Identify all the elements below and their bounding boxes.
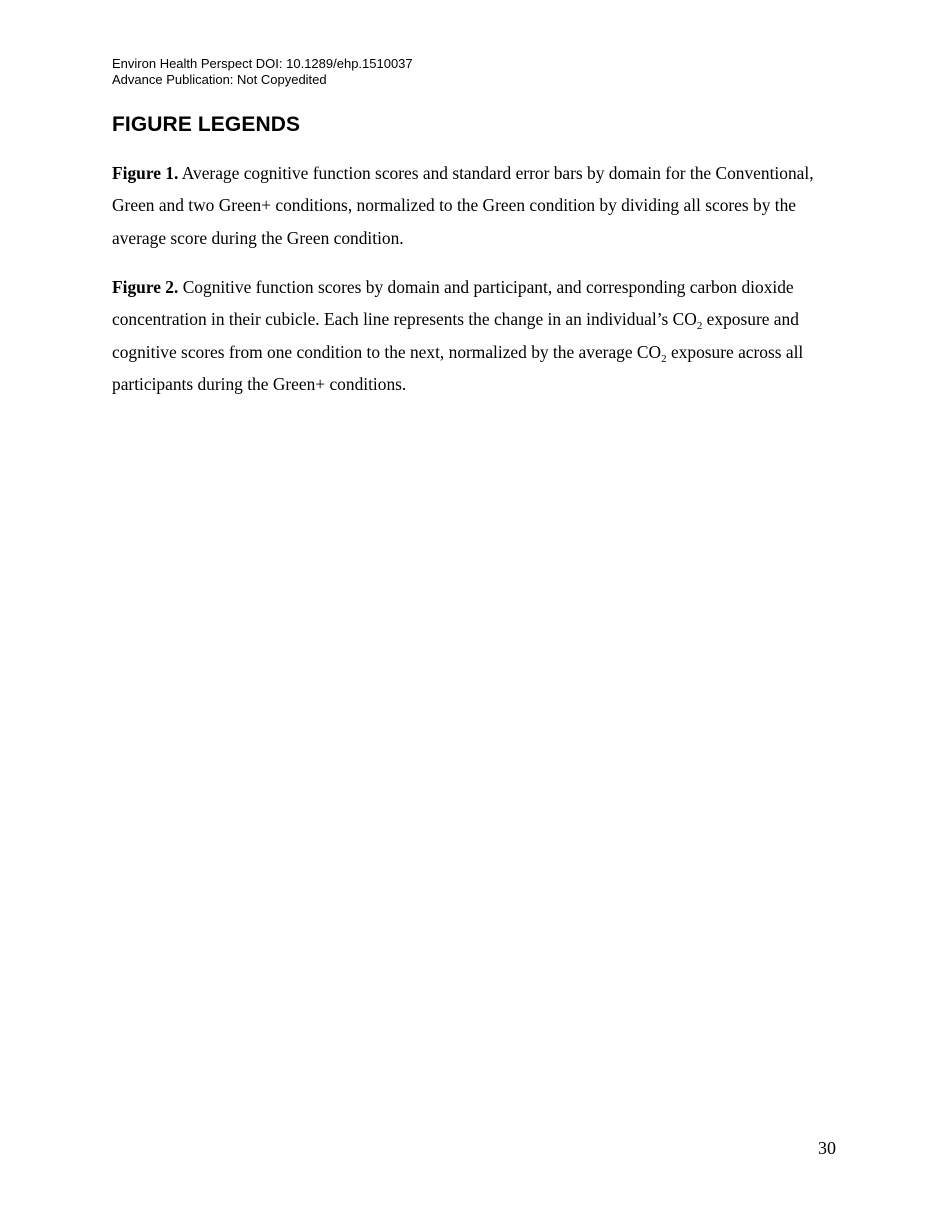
figure-2-text-part-3: exposure across all participants during the Green+ conditions. [112, 341, 804, 395]
figure-1-text: Average cognitive function scores and standard error bars by domain for the Conventional, Green and two Green+ conditions, normalized to the Green condition by dividing all scores by the average score during the Green condition. [112, 163, 814, 248]
figure-2-legend [112, 271, 839, 401]
figure-1-label: Figure 1. [112, 163, 179, 183]
journal-doi-line: Environ Health Perspect DOI: 10.1289/ehp.1510037 [112, 56, 413, 71]
page-number: 30 [818, 1138, 836, 1158]
running-header [112, 56, 413, 88]
co2-subscript: 2 [696, 320, 703, 333]
publication-status-line: Advance Publication: Not Copyedited [112, 72, 327, 87]
figure-1-legend [112, 157, 839, 254]
co2-subscript: 2 [661, 352, 667, 365]
figure-2-text-part-2: exposure and cognitive scores from one condition to the next, normalized by the average CO [112, 309, 799, 362]
figure-2-label: Figure 2. [112, 277, 179, 297]
section-title: FIGURE LEGENDS [112, 113, 301, 136]
figure-2-text-part-1: Cognitive function scores by domain and participant, and corresponding carbon dioxide concentration in their cubicle. Each line represents the change in an individual’s CO [112, 277, 794, 330]
